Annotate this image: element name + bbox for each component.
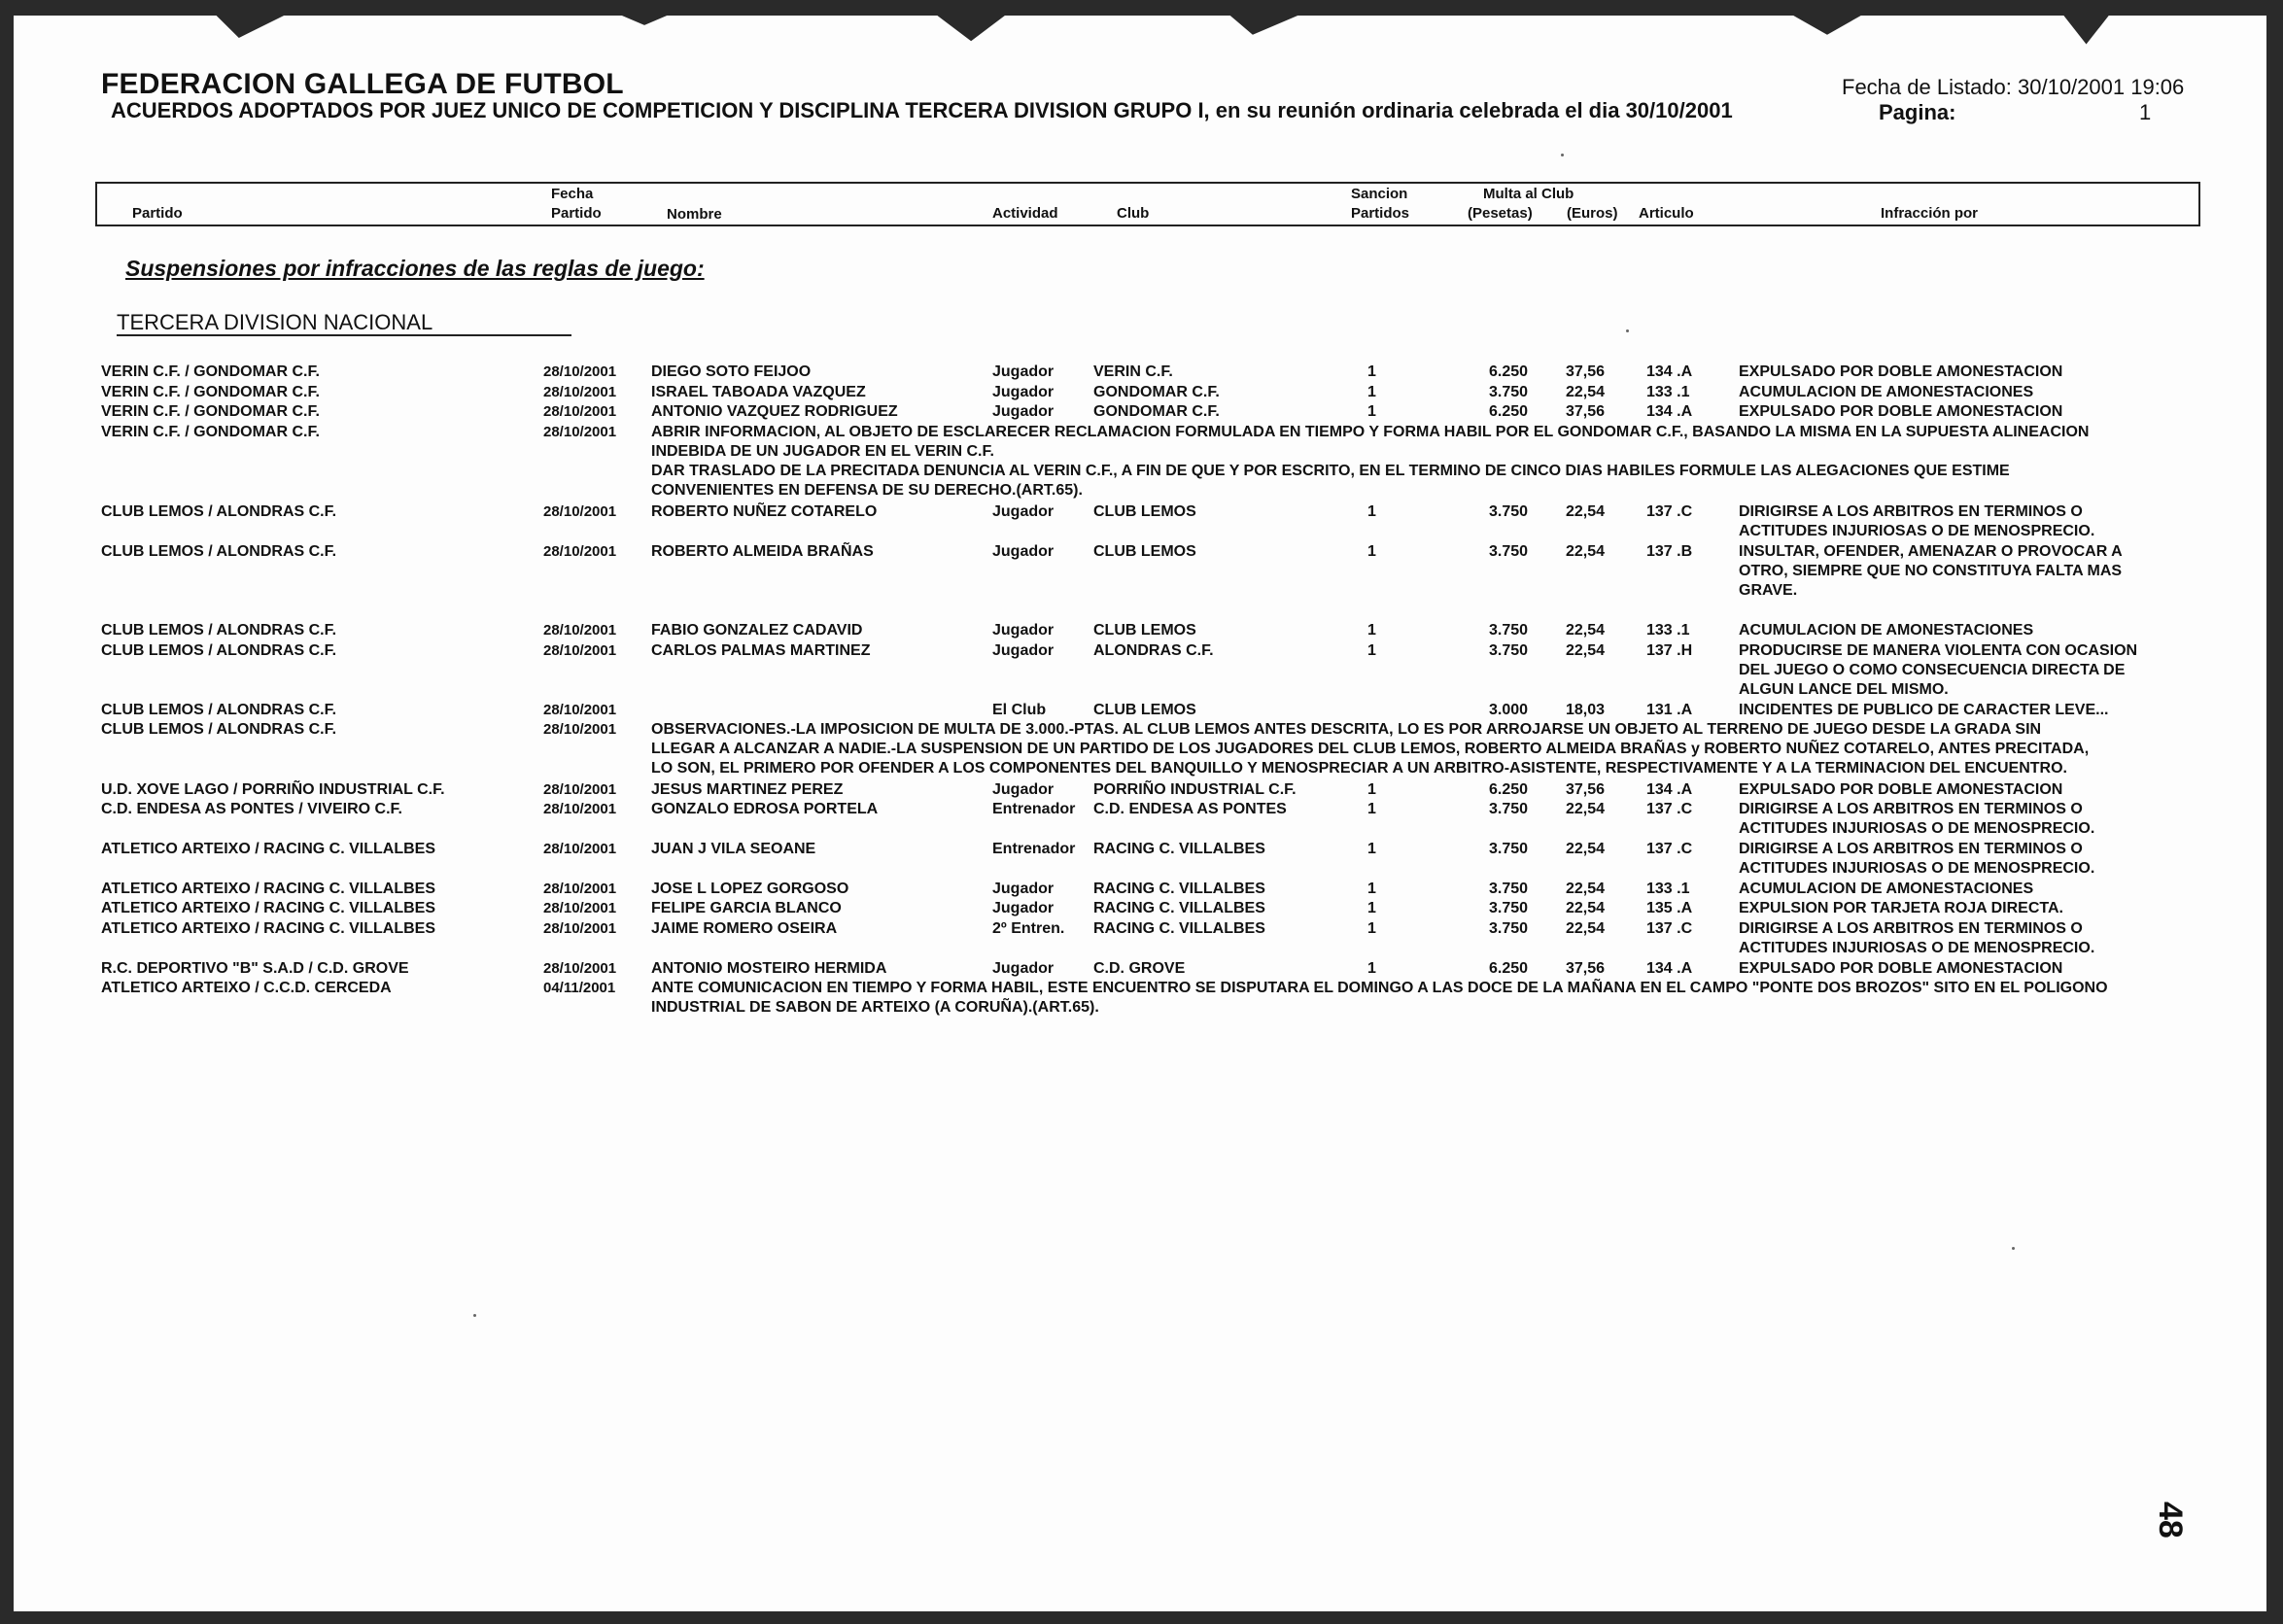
cell-sancion: 1	[1367, 543, 1376, 560]
infraccion-line: ALGUN LANCE DEL MISMO.	[1739, 681, 1949, 698]
cell-actividad: Jugador	[992, 543, 1055, 560]
col-euros: (Euros)	[1567, 205, 1618, 222]
cell-articulo: 131 .A	[1646, 702, 1693, 718]
cell-club: CLUB LEMOS	[1093, 622, 1196, 639]
cell-articulo: 134 .A	[1646, 363, 1693, 380]
table-row	[0, 641, 2283, 698]
cell-nombre: JUAN J VILA SEOANE	[651, 841, 816, 857]
cell-partido: C.D. ENDESA AS PONTES / VIVEIRO C.F.	[101, 801, 402, 817]
cell-fecha: 28/10/2001	[543, 781, 617, 798]
table-row	[0, 780, 2283, 800]
cell-pesetas: 3.750	[1489, 801, 1529, 817]
cell-sancion: 1	[1367, 503, 1376, 520]
cell-articulo: 137 .B	[1646, 543, 1693, 560]
observacion-line: ABRIR INFORMACION, AL OBJETO DE ESCLARECER RECLAMACION FORMULADA EN TIEMPO Y FORMA HABIL POR EL GONDOMAR C.F., BASANDO LA MISMA EN LA SUPUESTA ALINEACION	[651, 424, 2090, 440]
col-fecha-top: Fecha	[551, 186, 594, 202]
cell-infraccion	[1739, 621, 2033, 640]
infraccion-line: ACTITUDES INJURIOSAS O DE MENOSPRECIO.	[1739, 820, 2095, 837]
infraccion-line: ACTITUDES INJURIOSAS O DE MENOSPRECIO.	[1739, 523, 2095, 539]
cell-sancion: 1	[1367, 622, 1376, 639]
cell-partido: ATLETICO ARTEIXO / RACING C. VILLALBES	[101, 900, 435, 916]
cell-infraccion	[1739, 780, 2062, 800]
cell-articulo: 133 .1	[1646, 622, 1690, 639]
col-sancion-bottom: Partidos	[1351, 205, 1410, 222]
infraccion-line: ACUMULACION DE AMONESTACIONES	[1739, 384, 2034, 400]
table-row	[0, 959, 2283, 979]
observacion-line: OBSERVACIONES.-LA IMPOSICION DE MULTA DE 3.000.-PTAS. AL CLUB LEMOS ANTES DESCRITA, LO ES POR ARROJARSE UN OBJETO AL TERRENO DE JUEGO DESDE LA GRADA SIN	[651, 721, 2042, 738]
cell-nombre: ROBERTO NUÑEZ COTARELO	[651, 503, 878, 520]
table-row	[0, 621, 2283, 640]
cell-articulo: 133 .1	[1646, 384, 1690, 400]
infraccion-line: DIRIGIRSE A LOS ARBITROS EN TERMINOS O	[1739, 841, 2083, 857]
cell-pesetas: 3.750	[1489, 622, 1529, 639]
cell-infraccion	[1739, 919, 2094, 958]
infraccion-line: EXPULSADO POR DOBLE AMONESTACION	[1739, 781, 2063, 798]
cell-pesetas: 3.000	[1489, 702, 1529, 718]
cell-sancion: 1	[1367, 920, 1376, 937]
cell-nombre: JAIME ROMERO OSEIRA	[651, 920, 838, 937]
cell-partido: ATLETICO ARTEIXO / RACING C. VILLALBES	[101, 841, 435, 857]
cell-fecha: 04/11/2001	[543, 980, 616, 996]
cell-sancion: 1	[1367, 384, 1376, 400]
cell-actividad: Entrenador	[992, 841, 1076, 857]
cell-infraccion	[1739, 800, 2094, 839]
cell-euros: 22,54	[1566, 841, 1606, 857]
col-articulo: Articulo	[1639, 205, 1694, 222]
infraccion-line: ACUMULACION DE AMONESTACIONES	[1739, 622, 2034, 639]
cell-nombre: JESUS MARTINEZ PEREZ	[651, 781, 844, 798]
cell-observaciones	[651, 979, 2108, 1018]
cell-pesetas: 6.250	[1489, 960, 1529, 977]
cell-sancion: 1	[1367, 403, 1376, 420]
cell-actividad: Jugador	[992, 384, 1055, 400]
cell-articulo: 135 .A	[1646, 900, 1693, 916]
cell-nombre: CARLOS PALMAS MARTINEZ	[651, 642, 871, 659]
infraccion-line: ACTITUDES INJURIOSAS O DE MENOSPRECIO.	[1739, 940, 2095, 956]
cell-partido: CLUB LEMOS / ALONDRAS C.F.	[101, 721, 337, 738]
cell-partido: ATLETICO ARTEIXO / C.C.D. CERCEDA	[101, 980, 392, 996]
col-club: Club	[1117, 205, 1150, 222]
cell-fecha: 28/10/2001	[543, 920, 617, 937]
cell-actividad: Entrenador	[992, 801, 1076, 817]
cell-euros: 22,54	[1566, 503, 1606, 520]
cell-actividad: Jugador	[992, 881, 1055, 897]
cell-sancion: 1	[1367, 363, 1376, 380]
cell-partido: CLUB LEMOS / ALONDRAS C.F.	[101, 543, 337, 560]
page-label: Pagina:	[1879, 100, 1956, 124]
table-row	[0, 402, 2283, 422]
cell-articulo: 134 .A	[1646, 781, 1693, 798]
infraccion-line: EXPULSADO POR DOBLE AMONESTACION	[1739, 363, 2063, 380]
listing-date: Fecha de Listado: 30/10/2001 19:06	[1842, 75, 2185, 99]
infraccion-line: DEL JUEGO O COMO CONSECUENCIA DIRECTA DE	[1739, 662, 2126, 678]
cell-pesetas: 6.250	[1489, 781, 1529, 798]
section-title: Suspensiones por infracciones de las reglas de juego:	[125, 256, 705, 281]
cell-actividad: Jugador	[992, 781, 1055, 798]
cell-actividad: El Club	[992, 702, 1047, 718]
table-row	[0, 423, 2283, 499]
cell-pesetas: 3.750	[1489, 920, 1529, 937]
table-row	[0, 542, 2283, 599]
cell-sancion: 1	[1367, 801, 1376, 817]
cell-observaciones	[651, 720, 2089, 778]
cell-articulo: 134 .A	[1646, 403, 1693, 420]
cell-pesetas: 3.750	[1489, 881, 1529, 897]
cell-fecha: 28/10/2001	[543, 363, 617, 380]
cell-fecha: 28/10/2001	[543, 900, 617, 916]
cell-sancion: 1	[1367, 642, 1376, 659]
cell-fecha: 28/10/2001	[543, 424, 617, 440]
cell-partido: CLUB LEMOS / ALONDRAS C.F.	[101, 702, 337, 718]
cell-fecha: 28/10/2001	[543, 881, 617, 897]
cell-pesetas: 6.250	[1489, 363, 1529, 380]
cell-fecha: 28/10/2001	[543, 622, 617, 639]
document-title: FEDERACION GALLEGA DE FUTBOL	[101, 68, 624, 100]
cell-infraccion	[1739, 959, 2062, 979]
infraccion-line: DIRIGIRSE A LOS ARBITROS EN TERMINOS O	[1739, 920, 2083, 937]
cell-partido: U.D. XOVE LAGO / PORRIÑO INDUSTRIAL C.F.	[101, 781, 445, 798]
cell-partido: VERIN C.F. / GONDOMAR C.F.	[101, 363, 320, 380]
cell-club: RACING C. VILLALBES	[1093, 881, 1265, 897]
cell-fecha: 28/10/2001	[543, 841, 617, 857]
cell-infraccion	[1739, 502, 2094, 541]
cell-nombre: GONZALO EDROSA PORTELA	[651, 801, 879, 817]
cell-nombre: FABIO GONZALEZ CADAVID	[651, 622, 863, 639]
cell-articulo: 137 .H	[1646, 642, 1693, 659]
cell-nombre: ROBERTO ALMEIDA BRAÑAS	[651, 543, 874, 560]
col-actividad: Actividad	[992, 205, 1058, 222]
cell-club: VERIN C.F.	[1093, 363, 1173, 380]
page-stamp: 48	[2152, 1502, 2189, 1538]
document-subtitle: ACUERDOS ADOPTADOS POR JUEZ UNICO DE COMPETICION Y DISCIPLINA TERCERA DIVISION GRUPO I, en su reunión ordinaria celebrada el dia 30/10/2001	[111, 98, 1733, 122]
page-number: 1	[2139, 100, 2152, 124]
infraccion-line: INCIDENTES DE PUBLICO DE CARACTER LEVE...	[1739, 702, 2109, 718]
infraccion-line: INSULTAR, OFENDER, AMENAZAR O PROVOCAR A	[1739, 543, 2123, 560]
cell-club: GONDOMAR C.F.	[1093, 403, 1220, 420]
cell-club: CLUB LEMOS	[1093, 543, 1196, 560]
cell-euros: 22,54	[1566, 920, 1606, 937]
scan-speck	[1626, 329, 1629, 332]
cell-club: CLUB LEMOS	[1093, 503, 1196, 520]
table-row	[0, 502, 2283, 539]
cell-infraccion	[1739, 840, 2094, 879]
cell-infraccion	[1739, 641, 2137, 700]
cell-euros: 37,56	[1566, 960, 1606, 977]
cell-club: PORRIÑO INDUSTRIAL C.F.	[1093, 781, 1297, 798]
infraccion-line: EXPULSADO POR DOBLE AMONESTACION	[1739, 403, 2063, 420]
cell-pesetas: 3.750	[1489, 841, 1529, 857]
observacion-line: LLEGAR A ALCANZAR A NADIE.-LA SUSPENSION DE UN PARTIDO DE LOS JUGADORES DEL CLUB LEMOS, ROBERTO ALMEIDA BRAÑAS y ROBERTO NUÑEZ COTARELO, ANTES PRECITADA,	[651, 741, 2090, 757]
cell-partido: VERIN C.F. / GONDOMAR C.F.	[101, 403, 320, 420]
table-row	[0, 880, 2283, 899]
observacion-line: DAR TRASLADO DE LA PRECITADA DENUNCIA AL VERIN C.F., A FIN DE QUE Y POR ESCRITO, EN EL TERMINO DE CINCO DIAS HABILES FORMULE LAS ALEGACIONES QUE ESTIME	[651, 463, 2010, 479]
cell-euros: 18,03	[1566, 702, 1606, 718]
cell-actividad: Jugador	[992, 900, 1055, 916]
cell-nombre: DIEGO SOTO FEIJOO	[651, 363, 812, 380]
table-row	[0, 363, 2283, 382]
cell-pesetas: 3.750	[1489, 900, 1529, 916]
scan-speck	[2012, 1247, 2015, 1250]
infraccion-line: ACUMULACION DE AMONESTACIONES	[1739, 881, 2034, 897]
infraccion-line: DIRIGIRSE A LOS ARBITROS EN TERMINOS O	[1739, 503, 2083, 520]
cell-club: GONDOMAR C.F.	[1093, 384, 1220, 400]
observacion-line: INDEBIDA DE UN JUGADOR EN EL VERIN C.F.	[651, 443, 994, 460]
cell-club: CLUB LEMOS	[1093, 702, 1196, 718]
cell-club: C.D. ENDESA AS PONTES	[1093, 801, 1287, 817]
cell-nombre: JOSE L LOPEZ GORGOSO	[651, 881, 849, 897]
cell-articulo: 137 .C	[1646, 841, 1693, 857]
cell-infraccion	[1739, 363, 2062, 382]
cell-club: C.D. GROVE	[1093, 960, 1186, 977]
observacion-line: INDUSTRIAL DE SABON DE ARTEIXO (A CORUÑA).(ART.65).	[651, 999, 1099, 1016]
cell-euros: 37,56	[1566, 403, 1606, 420]
cell-actividad: Jugador	[992, 363, 1055, 380]
table-row	[0, 979, 2283, 1016]
cell-euros: 22,54	[1566, 384, 1606, 400]
cell-actividad: 2º Entren.	[992, 920, 1065, 937]
table-row	[0, 383, 2283, 402]
cell-articulo: 137 .C	[1646, 801, 1693, 817]
division-underline	[117, 334, 571, 336]
cell-sancion: 1	[1367, 781, 1376, 798]
cell-euros: 22,54	[1566, 801, 1606, 817]
cell-infraccion	[1739, 899, 2063, 918]
cell-partido: CLUB LEMOS / ALONDRAS C.F.	[101, 503, 337, 520]
cell-fecha: 28/10/2001	[543, 403, 617, 420]
infraccion-line: DIRIGIRSE A LOS ARBITROS EN TERMINOS O	[1739, 801, 2083, 817]
col-partido: Partido	[132, 205, 183, 222]
cell-infraccion	[1739, 880, 2033, 899]
cell-club: RACING C. VILLALBES	[1093, 920, 1265, 937]
cell-actividad: Jugador	[992, 403, 1055, 420]
col-nombre: Nombre	[667, 206, 722, 223]
infraccion-line: OTRO, SIEMPRE QUE NO CONSTITUYA FALTA MAS	[1739, 563, 2123, 579]
cell-fecha: 28/10/2001	[543, 642, 617, 659]
table-row	[0, 840, 2283, 877]
cell-fecha: 28/10/2001	[543, 960, 617, 977]
cell-euros: 22,54	[1566, 900, 1606, 916]
cell-infraccion	[1739, 383, 2033, 402]
cell-partido: VERIN C.F. / GONDOMAR C.F.	[101, 424, 320, 440]
cell-sancion: 1	[1367, 841, 1376, 857]
table-row	[0, 919, 2283, 956]
table-row	[0, 701, 2283, 720]
observacion-line: LO SON, EL PRIMERO POR OFENDER A LOS COMPONENTES DEL BANQUILLO Y MENOSPRECIAR A UN ARBITRO-ASISTENTE, RESPECTIVAMENTE Y A LA TERMINACION DEL ENCUENTRO.	[651, 760, 2067, 777]
cell-nombre: FELIPE GARCIA BLANCO	[651, 900, 842, 916]
cell-infraccion	[1739, 701, 2108, 720]
cell-observaciones	[651, 423, 2089, 501]
cell-nombre: ANTONIO VAZQUEZ RODRIGUEZ	[651, 403, 898, 420]
table-row	[0, 720, 2283, 777]
cell-actividad: Jugador	[992, 622, 1055, 639]
cell-euros: 22,54	[1566, 622, 1606, 639]
cell-fecha: 28/10/2001	[543, 801, 617, 817]
cell-club: RACING C. VILLALBES	[1093, 900, 1265, 916]
observacion-line: ANTE COMUNICACION EN TIEMPO Y FORMA HABIL, ESTE ENCUENTRO SE DISPUTARA EL DOMINGO A LAS DOCE DE LA MAÑANA EN EL CAMPO "PONTE DOS BROZOS" SITO EN EL POLIGONO	[651, 980, 2108, 996]
cell-partido: VERIN C.F. / GONDOMAR C.F.	[101, 384, 320, 400]
cell-fecha: 28/10/2001	[543, 503, 617, 520]
cell-pesetas: 3.750	[1489, 503, 1529, 520]
cell-pesetas: 3.750	[1489, 384, 1529, 400]
cell-infraccion	[1739, 402, 2062, 422]
cell-pesetas: 3.750	[1489, 543, 1529, 560]
cell-fecha: 28/10/2001	[543, 721, 617, 738]
cell-partido: R.C. DEPORTIVO "B" S.A.D / C.D. GROVE	[101, 960, 409, 977]
col-infraccion: Infracción por	[1881, 205, 1979, 222]
cell-actividad: Jugador	[992, 960, 1055, 977]
cell-partido: ATLETICO ARTEIXO / RACING C. VILLALBES	[101, 881, 435, 897]
infraccion-line: ACTITUDES INJURIOSAS O DE MENOSPRECIO.	[1739, 860, 2095, 877]
cell-sancion: 1	[1367, 960, 1376, 977]
cell-fecha: 28/10/2001	[543, 543, 617, 560]
cell-partido: CLUB LEMOS / ALONDRAS C.F.	[101, 642, 337, 659]
cell-actividad: Jugador	[992, 503, 1055, 520]
cell-club: ALONDRAS C.F.	[1093, 642, 1214, 659]
cell-articulo: 134 .A	[1646, 960, 1693, 977]
col-fecha-bottom: Partido	[551, 205, 602, 222]
scan-speck	[473, 1314, 476, 1317]
cell-fecha: 28/10/2001	[543, 702, 617, 718]
cell-club: RACING C. VILLALBES	[1093, 841, 1265, 857]
division-name: TERCERA DIVISION NACIONAL	[117, 310, 433, 334]
cell-articulo: 137 .C	[1646, 503, 1693, 520]
col-sancion-top: Sancion	[1351, 186, 1408, 202]
cell-nombre: ANTONIO MOSTEIRO HERMIDA	[651, 960, 887, 977]
cell-sancion: 1	[1367, 881, 1376, 897]
cell-actividad: Jugador	[992, 642, 1055, 659]
cell-partido: ATLETICO ARTEIXO / RACING C. VILLALBES	[101, 920, 435, 937]
cell-pesetas: 6.250	[1489, 403, 1529, 420]
cell-pesetas: 3.750	[1489, 642, 1529, 659]
cell-fecha: 28/10/2001	[543, 384, 617, 400]
cell-euros: 22,54	[1566, 642, 1606, 659]
infraccion-line: PRODUCIRSE DE MANERA VIOLENTA CON OCASION	[1739, 642, 2138, 659]
col-pesetas: (Pesetas)	[1468, 205, 1533, 222]
cell-articulo: 137 .C	[1646, 920, 1693, 937]
cell-articulo: 133 .1	[1646, 881, 1690, 897]
cell-euros: 37,56	[1566, 363, 1606, 380]
cell-euros: 37,56	[1566, 781, 1606, 798]
scan-speck	[1561, 154, 1564, 156]
infraccion-line: GRAVE.	[1739, 582, 1798, 599]
table-row	[0, 899, 2283, 918]
cell-sancion: 1	[1367, 900, 1376, 916]
observacion-line: CONVENIENTES EN DEFENSA DE SU DERECHO.(ART.65).	[651, 482, 1083, 499]
infraccion-line: EXPULSADO POR DOBLE AMONESTACION	[1739, 960, 2063, 977]
cell-euros: 22,54	[1566, 881, 1606, 897]
infraccion-line: EXPULSION POR TARJETA ROJA DIRECTA.	[1739, 900, 2063, 916]
cell-nombre: ISRAEL TABOADA VAZQUEZ	[651, 384, 866, 400]
cell-partido: CLUB LEMOS / ALONDRAS C.F.	[101, 622, 337, 639]
cell-infraccion	[1739, 542, 2123, 601]
col-multa: Multa al Club	[1483, 186, 1574, 202]
cell-euros: 22,54	[1566, 543, 1606, 560]
table-row	[0, 800, 2283, 837]
